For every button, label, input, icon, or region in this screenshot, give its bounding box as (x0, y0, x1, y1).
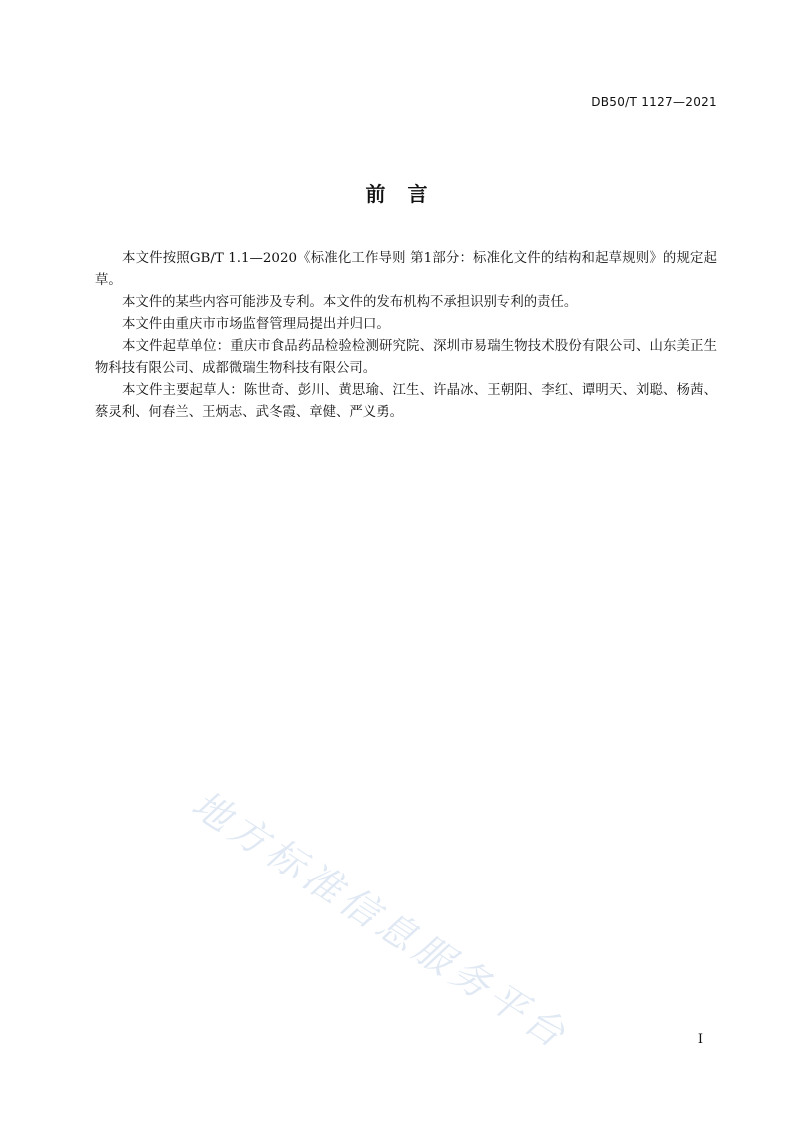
paragraph-proposer: 本文件由重庆市市场监督管理局提出并归口。 (122, 317, 390, 332)
document-code: DB50/T 1127—2021 (591, 95, 717, 109)
watermark: 地方标准信息服务平台 (184, 781, 578, 1059)
foreword-body (95, 248, 717, 424)
paragraph-drafting-units: 本文件起草单位：重庆市食品药品检验检测研究院、深圳市易瑞生物技术股份有限公司、山东美正生物科技有限公司、成都微瑞生物科技有限公司。 (95, 339, 717, 376)
page-number: I (697, 1032, 703, 1047)
page-title: 前言 (365, 182, 450, 206)
paragraph-drafters: 本文件主要起草人：陈世奇、彭川、黄思瑜、江生、许晶冰、王朝阳、李红、谭明天、刘聪、杨茜、蔡灵利、何春兰、王炳志、武冬霞、章健、严义勇。 (95, 383, 717, 420)
paragraph-drafting-rules: 本文件按照GB/T 1.1—2020《标准化工作导则 第1部分：标准化文件的结构和起草规则》的规定起草。 (95, 251, 717, 288)
paragraph-patent-notice: 本文件的某些内容可能涉及专利。本文件的发布机构不承担识别专利的责任。 (122, 295, 578, 310)
